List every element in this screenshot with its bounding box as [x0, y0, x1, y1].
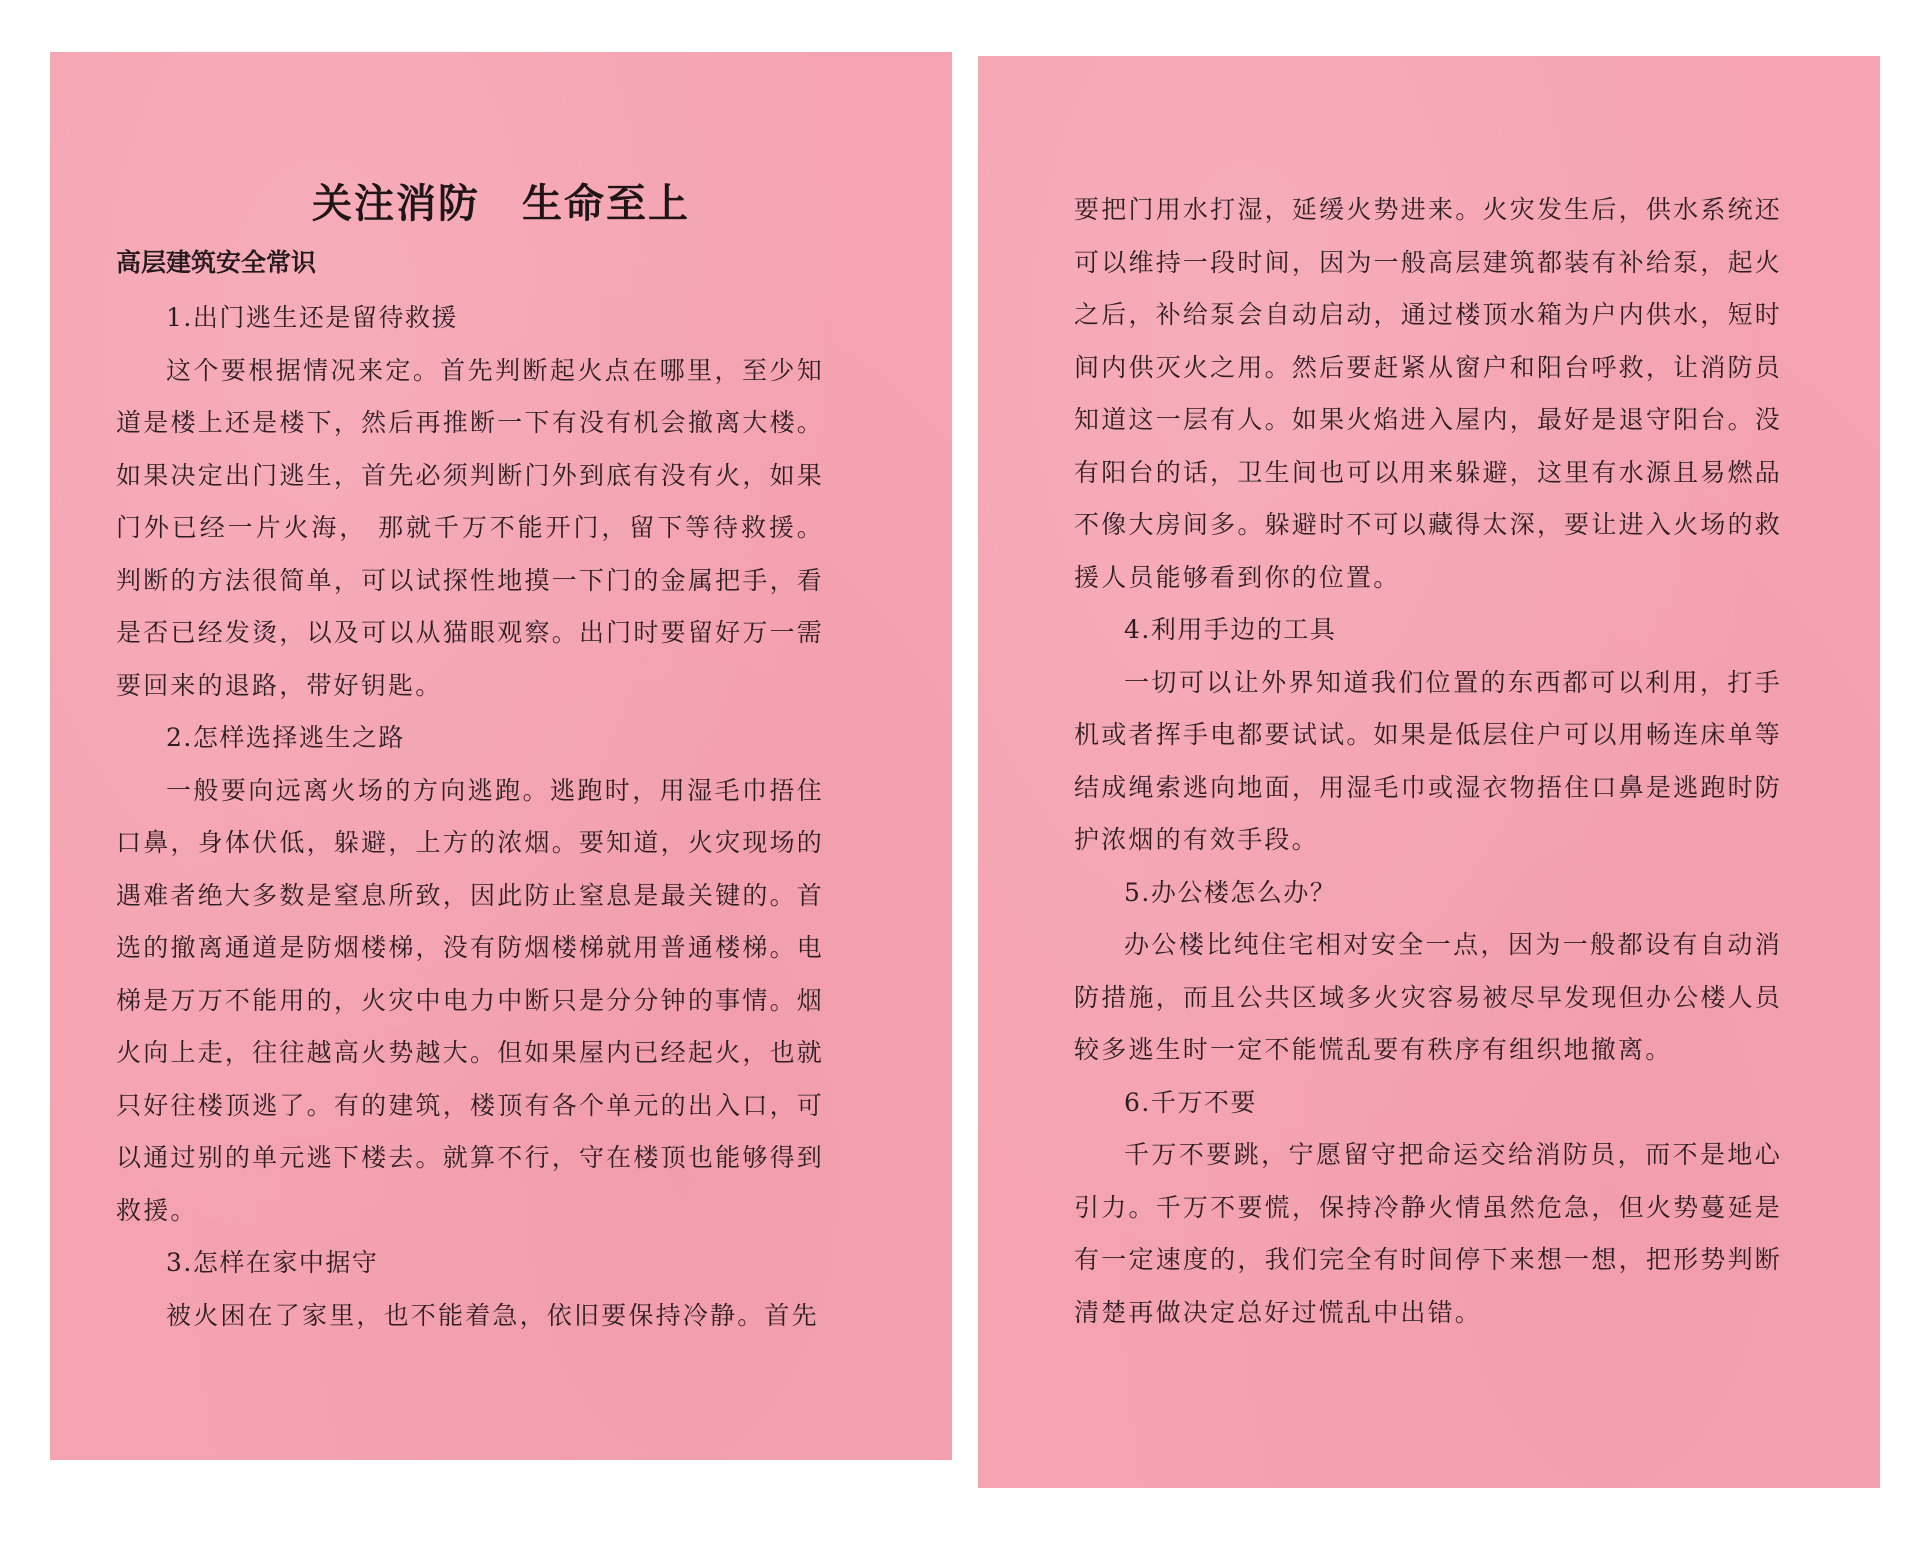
right-page [978, 56, 1880, 1488]
section-paragraph-3: 被火困在了家里，也不能着急，依旧要保持冷静。首先 [166, 1300, 819, 1330]
section-paragraph-6: 千万不要跳，宁愿留守把命运交给消防员，而不是地心引力。千万不要慌，保持冷静火情虽然危急，但火势蔓延是有一定速度的，我们完全有时间停下来想一想，把形势判断清楚再做决定总好过慌乱中出错。 [1074, 1140, 1782, 1327]
right-body-text [1074, 184, 1782, 1339]
left-body-text [116, 292, 824, 1342]
section-heading-1: 1.出门逃生还是留待救援 [166, 303, 458, 332]
section-heading-2: 2.怎样选择逃生之路 [166, 723, 405, 752]
section-heading-6: 6.千万不要 [1124, 1087, 1257, 1117]
document-subtitle: 高层建筑安全常识 [116, 248, 317, 277]
section-heading-5: 5.办公楼怎么办？ [1124, 877, 1337, 907]
section-heading-3: 3.怎样在家中据守 [166, 1248, 379, 1277]
section-heading-4: 4.利用手边的工具 [1124, 615, 1337, 644]
section-paragraph-2: 一般要向远离火场的方向逃跑。逃跑时，用湿毛巾捂住口鼻，身体伏低，躲避，上方的浓烟。要知道，火灾现场的遇难者绝大多数是窒息所致，因此防止窒息是最关键的。首选的撤离通道是防烟楼梯，没有防烟楼梯就用普通楼梯。电梯是万万不能用的，火灾中电力中断只是分分钟的事情。烟火向上走，往往越高火势越大。但如果屋内已经起火，也就只好往楼顶逃了。有的建筑，楼顶有各个单元的出入口，可以通过别的单元逃下楼去。就算不行，守在楼顶也能够得到救援。 [116, 775, 824, 1225]
section-paragraph-5: 办公楼比纯住宅相对安全一点，因为一般都设有自动消防措施，而且公共区域多火灾容易被尽早发现但办公楼人员较多逃生时一定不能慌乱要有秩序有组织地撤离。 [1074, 930, 1782, 1064]
section-paragraph-3-continued: 要把门用水打湿，延缓火势进来。火灾发生后，供水系统还可以维持一段时间，因为一般高层建筑都装有补给泵，起火之后，补给泵会自动启动，通过楼顶水箱为户内供水，短时间内供灭火之用。然后要赶紧从窗户和阳台呼救，让消防员知道这一层有人。如果火焰进入屋内，最好是退守阳台。没有阳台的话，卫生间也可以用来躲避，这里有水源且易燃品不像大房间多。躲避时不可以藏得太深，要让进入火场的救援人员能够看到你的位置。 [1074, 195, 1782, 592]
left-page [50, 52, 952, 1460]
section-paragraph-4: 一切可以让外界知道我们位置的东西都可以利用，打手机或者挥手电都要试试。如果是低层住户可以用畅连床单等结成绳索逃向地面，用湿毛巾或湿衣物捂住口鼻是逃跑时防护浓烟的有效手段。 [1074, 667, 1782, 854]
document-title: 关注消防 生命至上 [312, 180, 690, 227]
section-paragraph-1: 这个要根据情况来定。首先判断起火点在哪里，至少知道是楼上还是楼下，然后再推断一下有没有机会撤离大楼。如果决定出门逃生，首先必须判断门外到底有没有火，如果门外已经一片火海， 那就千万不能开门，留下等待救援。判断的方法很简单，可以试探性地摸一下门的金属把手，看是否已经发烫，以及可以从猫眼观察。出门时要留好万一需要回来的退路，带好钥匙。 [116, 355, 824, 700]
